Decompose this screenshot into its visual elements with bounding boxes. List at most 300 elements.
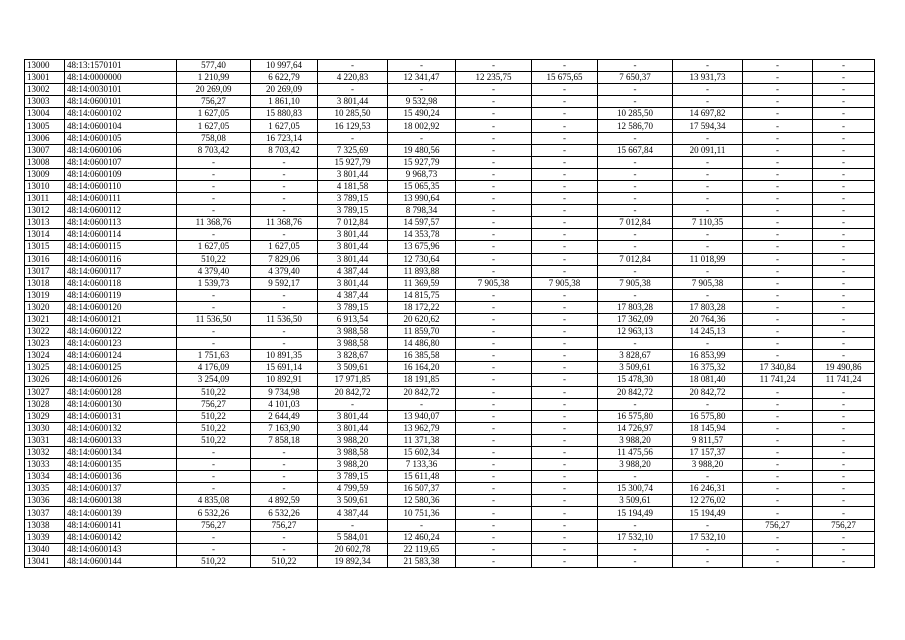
table-cell-c9: 12 963,13 [598,326,673,338]
table-cell-c8: - [532,205,598,217]
table-cell-c5: 3 988,20 [318,459,388,471]
table-cell-c10: - [673,132,743,144]
table-cell-c7: - [456,289,532,301]
table-body [25,60,875,568]
table-cell-code: 48:14:0600139 [65,507,177,519]
table-cell-c4: 9 734,98 [251,386,318,398]
table-cell-c4: - [251,180,318,192]
table-cell-id: 13034 [25,471,65,483]
table-cell-c5: 3 801,44 [318,241,388,253]
table-cell-c4: 6 532,26 [251,507,318,519]
table-cell-c12: - [813,156,875,168]
table-cell-c8: - [532,301,598,313]
table-cell-c6: 11 369,59 [388,277,456,289]
table-row [25,96,875,108]
table-cell-c5: 3 509,61 [318,362,388,374]
table-cell-c8: - [532,229,598,241]
table-cell-c11: - [743,72,813,84]
table-cell-c6: 14 353,78 [388,229,456,241]
table-cell-c6: 13 962,79 [388,422,456,434]
table-cell-code: 48:14:0600138 [65,495,177,507]
table-cell-c9: - [598,398,673,410]
table-cell-id: 13029 [25,410,65,422]
table-cell-c8: - [532,156,598,168]
table-cell-c7: - [456,144,532,156]
table-cell-code: 48:14:0600114 [65,229,177,241]
table-cell-c11: - [743,156,813,168]
table-cell-c10: - [673,398,743,410]
table-cell-c3: - [177,483,251,495]
table-cell-c10: - [673,555,743,567]
table-cell-c3: - [177,156,251,168]
table-cell-c7: - [456,374,532,386]
table-cell-c6: 18 002,92 [388,120,456,132]
table-cell-c10: - [673,265,743,277]
table-cell-c8: - [532,362,598,374]
table-cell-code: 48:14:0600126 [65,374,177,386]
table-cell-c8: - [532,495,598,507]
table-cell-c11: - [743,301,813,313]
table-cell-c9: 15 667,84 [598,144,673,156]
table-cell-c8: - [532,253,598,265]
table-row [25,531,875,543]
table-cell-c4: 4 101,03 [251,398,318,410]
table-cell-c3: 1 627,05 [177,108,251,120]
table-cell-c12: - [813,168,875,180]
table-cell-c3: 1 210,99 [177,72,251,84]
table-cell-c3: 756,27 [177,519,251,531]
table-cell-c12: - [813,289,875,301]
table-cell-c9: 20 842,72 [598,386,673,398]
table-cell-c11: 756,27 [743,519,813,531]
table-cell-c7: - [456,422,532,434]
table-cell-c4: 756,27 [251,519,318,531]
table-row [25,555,875,567]
table-cell-c5: 3 801,44 [318,229,388,241]
table-cell-c8: - [532,241,598,253]
table-cell-c6: 8 798,34 [388,205,456,217]
table-cell-c11: - [743,471,813,483]
table-cell-c7: - [456,156,532,168]
table-cell-c3: 510,22 [177,434,251,446]
table-cell-c11: - [743,108,813,120]
table-cell-c6: 21 583,38 [388,555,456,567]
table-cell-c5: 16 129,53 [318,120,388,132]
table-cell-c12: - [813,313,875,325]
table-cell-c7: - [456,434,532,446]
table-cell-c12: - [813,543,875,555]
table-cell-c12: 756,27 [813,519,875,531]
table-cell-id: 13025 [25,362,65,374]
table-cell-c11: - [743,96,813,108]
table-cell-id: 13006 [25,132,65,144]
table-cell-c3: - [177,168,251,180]
table-cell-c6: - [388,60,456,72]
table-cell-c4: 20 269,09 [251,84,318,96]
table-cell-code: 48:14:0600111 [65,193,177,205]
table-cell-c4: 8 703,42 [251,144,318,156]
table-cell-c6: 13 990,64 [388,193,456,205]
table-cell-c9: 7 012,84 [598,253,673,265]
table-cell-c9: - [598,132,673,144]
table-cell-c4: - [251,205,318,217]
table-cell-c10: - [673,156,743,168]
table-cell-c12: - [813,96,875,108]
table-cell-c5: - [318,84,388,96]
table-cell-code: 48:14:0600125 [65,362,177,374]
table-cell-c12: - [813,241,875,253]
table-cell-c5: 4 387,44 [318,507,388,519]
table-cell-id: 13026 [25,374,65,386]
table-cell-c8: - [532,96,598,108]
table-cell-id: 13022 [25,326,65,338]
table-cell-c9: - [598,241,673,253]
table-cell-c7: - [456,229,532,241]
table-cell-id: 13018 [25,277,65,289]
table-cell-c8: - [532,555,598,567]
table-cell-c9: 17 803,28 [598,301,673,313]
table-cell-c3: 4 835,08 [177,495,251,507]
table-cell-code: 48:14:0600120 [65,301,177,313]
table-cell-c11: - [743,507,813,519]
table-cell-c7: - [456,313,532,325]
table-cell-c9: 15 194,49 [598,507,673,519]
table-cell-code: 48:14:0600102 [65,108,177,120]
table-row [25,84,875,96]
table-cell-code: 48:13:1570101 [65,60,177,72]
table-row [25,495,875,507]
table-cell-c12: - [813,350,875,362]
table-cell-c8: - [532,144,598,156]
table-cell-c7: - [456,555,532,567]
table-cell-c12: - [813,193,875,205]
table-cell-c7: - [456,471,532,483]
table-cell-c8: - [532,471,598,483]
table-cell-c11: - [743,289,813,301]
table-cell-c3: - [177,543,251,555]
table-cell-c10: - [673,229,743,241]
table-cell-c11: 11 741,24 [743,374,813,386]
table-cell-c6: 14 486,80 [388,338,456,350]
table-cell-code: 48:14:0600110 [65,180,177,192]
table-row [25,519,875,531]
table-cell-c11: - [743,422,813,434]
table-cell-c6: - [388,519,456,531]
table-cell-c8: - [532,168,598,180]
table-cell-c4: 1 627,05 [251,120,318,132]
table-row [25,289,875,301]
table-cell-c10: 17 532,10 [673,531,743,543]
table-cell-c9: 17 362,09 [598,313,673,325]
table-cell-c12: - [813,422,875,434]
table-cell-c11: - [743,447,813,459]
table-cell-c12: - [813,265,875,277]
table-cell-id: 13033 [25,459,65,471]
table-cell-code: 48:14:0600141 [65,519,177,531]
table-cell-c12: - [813,338,875,350]
table-cell-c7: - [456,338,532,350]
table-cell-c12: - [813,398,875,410]
table-cell-c12: - [813,253,875,265]
table-cell-c3: - [177,301,251,313]
table-cell-c8: - [532,180,598,192]
table-cell-c9: - [598,338,673,350]
table-cell-c4: 16 723,14 [251,132,318,144]
table-cell-c5: 4 220,83 [318,72,388,84]
table-cell-c4: - [251,326,318,338]
table-cell-c4: - [251,459,318,471]
table-cell-c5: 6 913,54 [318,313,388,325]
table-cell-code: 48:14:0600105 [65,132,177,144]
table-cell-c3: 4 176,09 [177,362,251,374]
table-cell-c9: 15 478,30 [598,374,673,386]
table-cell-c10: 14 697,82 [673,108,743,120]
table-cell-c12: - [813,132,875,144]
table-cell-c11: - [743,326,813,338]
table-cell-c9: 7 012,84 [598,217,673,229]
table-cell-c9: 14 726,97 [598,422,673,434]
table-cell-id: 13002 [25,84,65,96]
table-cell-c6: 15 611,48 [388,471,456,483]
table-cell-c3: - [177,338,251,350]
table-cell-c7: - [456,410,532,422]
table-cell-c5: 3 828,67 [318,350,388,362]
table-cell-c5: 5 584,01 [318,531,388,543]
table-cell-c11: - [743,543,813,555]
table-row [25,313,875,325]
table-cell-code: 48:14:0600119 [65,289,177,301]
table-cell-c6: 10 751,36 [388,507,456,519]
table-cell-c9: 3 988,20 [598,459,673,471]
table-cell-id: 13017 [25,265,65,277]
table-cell-code: 48:14:0600116 [65,253,177,265]
table-cell-c7: - [456,507,532,519]
table-cell-id: 13016 [25,253,65,265]
table-cell-code: 48:14:0600112 [65,205,177,217]
table-cell-c10: 9 811,57 [673,434,743,446]
table-cell-c4: - [251,447,318,459]
table-cell-c6: 22 119,65 [388,543,456,555]
table-cell-c3: 1 539,73 [177,277,251,289]
table-cell-c7: - [456,495,532,507]
table-cell-c10: 7 110,35 [673,217,743,229]
table-cell-c5: 3 509,61 [318,495,388,507]
table-cell-c8: - [532,289,598,301]
table-cell-id: 13027 [25,386,65,398]
table-cell-c9: 10 285,50 [598,108,673,120]
table-cell-id: 13005 [25,120,65,132]
table-cell-c6: - [388,132,456,144]
table-row [25,447,875,459]
table-cell-c10: - [673,471,743,483]
table-cell-c8: - [532,422,598,434]
table-cell-c9: - [598,555,673,567]
table-cell-c4: - [251,229,318,241]
table-cell-c7: - [456,386,532,398]
table-cell-c6: 9 968,73 [388,168,456,180]
table-cell-c11: - [743,277,813,289]
table-cell-c7: - [456,205,532,217]
table-row [25,301,875,313]
table-cell-c11: - [743,265,813,277]
table-cell-c4: - [251,483,318,495]
table-cell-c7: - [456,447,532,459]
table-cell-c4: 11 368,76 [251,217,318,229]
table-cell-c10: - [673,543,743,555]
table-row [25,483,875,495]
table-cell-c5: - [318,398,388,410]
table-cell-c11: - [743,410,813,422]
table-cell-c4: - [251,531,318,543]
table-cell-c5: 3 801,44 [318,253,388,265]
table-cell-c5: 3 789,15 [318,301,388,313]
table-cell-c10: 20 091,11 [673,144,743,156]
table-cell-code: 48:14:0600136 [65,471,177,483]
table-cell-c3: 1 627,05 [177,120,251,132]
table-cell-c10: - [673,338,743,350]
table-row [25,120,875,132]
table-cell-c10: - [673,519,743,531]
table-cell-c3: 758,08 [177,132,251,144]
table-cell-c7: - [456,96,532,108]
table-cell-code: 48:14:0600134 [65,447,177,459]
table-row [25,132,875,144]
table-cell-c6: 20 620,62 [388,313,456,325]
table-cell-c3: 11 368,76 [177,217,251,229]
table-cell-c8: - [532,313,598,325]
table-cell-c3: - [177,531,251,543]
table-cell-id: 13036 [25,495,65,507]
table-row [25,193,875,205]
table-cell-c8: - [532,338,598,350]
table-cell-c5: 7 325,69 [318,144,388,156]
table-cell-c10: - [673,193,743,205]
table-cell-code: 48:14:0600142 [65,531,177,543]
table-cell-c6: 12 730,64 [388,253,456,265]
table-cell-c12: - [813,60,875,72]
table-cell-c7: - [456,84,532,96]
table-cell-c8: 7 905,38 [532,277,598,289]
table-cell-c9: 12 586,70 [598,120,673,132]
table-cell-c3: 510,22 [177,555,251,567]
table-cell-c11: - [743,168,813,180]
table-cell-code: 48:14:0000000 [65,72,177,84]
table-cell-c9: - [598,289,673,301]
table-cell-c5: 15 927,79 [318,156,388,168]
table-cell-id: 13037 [25,507,65,519]
table-cell-c11: - [743,398,813,410]
table-cell-c5: 4 181,58 [318,180,388,192]
table-cell-code: 48:14:0030101 [65,84,177,96]
table-cell-c11: 17 340,84 [743,362,813,374]
table-cell-c11: - [743,205,813,217]
table-cell-c6: - [388,398,456,410]
table-cell-c5: 7 012,84 [318,217,388,229]
table-cell-c8: - [532,543,598,555]
table-cell-code: 48:14:0600113 [65,217,177,229]
table-row [25,241,875,253]
table-cell-c9: - [598,265,673,277]
table-cell-id: 13011 [25,193,65,205]
table-cell-c6: 15 927,79 [388,156,456,168]
table-cell-c12: - [813,386,875,398]
table-cell-c7: - [456,398,532,410]
table-cell-c4: 1 627,05 [251,241,318,253]
table-cell-c12: - [813,84,875,96]
table-cell-c9: - [598,96,673,108]
table-cell-c5: - [318,60,388,72]
table-cell-c9: - [598,205,673,217]
table-cell-c9: - [598,180,673,192]
table-cell-c3: 1 627,05 [177,241,251,253]
table-cell-code: 48:14:0600133 [65,434,177,446]
table-cell-code: 48:14:0600121 [65,313,177,325]
table-cell-c11: - [743,434,813,446]
table-cell-id: 13008 [25,156,65,168]
table-cell-c3: - [177,193,251,205]
table-cell-c12: - [813,144,875,156]
table-cell-c5: 3 801,44 [318,168,388,180]
table-cell-c4: - [251,543,318,555]
table-cell-c9: 3 988,20 [598,434,673,446]
table-cell-c9: 3 828,67 [598,350,673,362]
table-cell-c10: 17 803,28 [673,301,743,313]
table-cell-c5: 17 971,85 [318,374,388,386]
table-cell-c5: 20 842,72 [318,386,388,398]
table-cell-c3: 510,22 [177,422,251,434]
table-cell-id: 13021 [25,313,65,325]
table-cell-c4: 6 622,79 [251,72,318,84]
table-cell-c7: - [456,60,532,72]
table-row [25,543,875,555]
table-cell-c4: - [251,289,318,301]
table-cell-c4: 10 891,35 [251,350,318,362]
table-cell-c11: - [743,193,813,205]
table-cell-c3: 8 703,42 [177,144,251,156]
table-cell-id: 13028 [25,398,65,410]
table-cell-c11: - [743,144,813,156]
table-cell-c5: 20 602,78 [318,543,388,555]
table-cell-c10: 14 245,13 [673,326,743,338]
table-cell-c11: - [743,338,813,350]
table-cell-c12: 11 741,24 [813,374,875,386]
table-cell-code: 48:14:0600128 [65,386,177,398]
table-cell-c5: 3 789,15 [318,193,388,205]
data-table [24,59,875,568]
table-cell-c6: 11 859,70 [388,326,456,338]
table-cell-id: 13014 [25,229,65,241]
table-cell-c6: 7 133,36 [388,459,456,471]
table-cell-c6: 14 815,75 [388,289,456,301]
table-cell-c4: 11 536,50 [251,313,318,325]
table-cell-c11: - [743,483,813,495]
table-cell-c8: - [532,60,598,72]
table-cell-c4: 10 892,91 [251,374,318,386]
table-cell-c8: - [532,265,598,277]
table-row [25,180,875,192]
table-cell-c10: 16 246,31 [673,483,743,495]
table-cell-c8: - [532,350,598,362]
table-cell-c11: - [743,132,813,144]
table-cell-c4: 4 892,59 [251,495,318,507]
table-cell-c4: 15 880,83 [251,108,318,120]
table-cell-c9: - [598,471,673,483]
table-cell-c3: - [177,459,251,471]
table-cell-c12: - [813,301,875,313]
table-cell-c9: 7 905,38 [598,277,673,289]
table-cell-c4: 15 691,14 [251,362,318,374]
table-cell-c12: - [813,507,875,519]
